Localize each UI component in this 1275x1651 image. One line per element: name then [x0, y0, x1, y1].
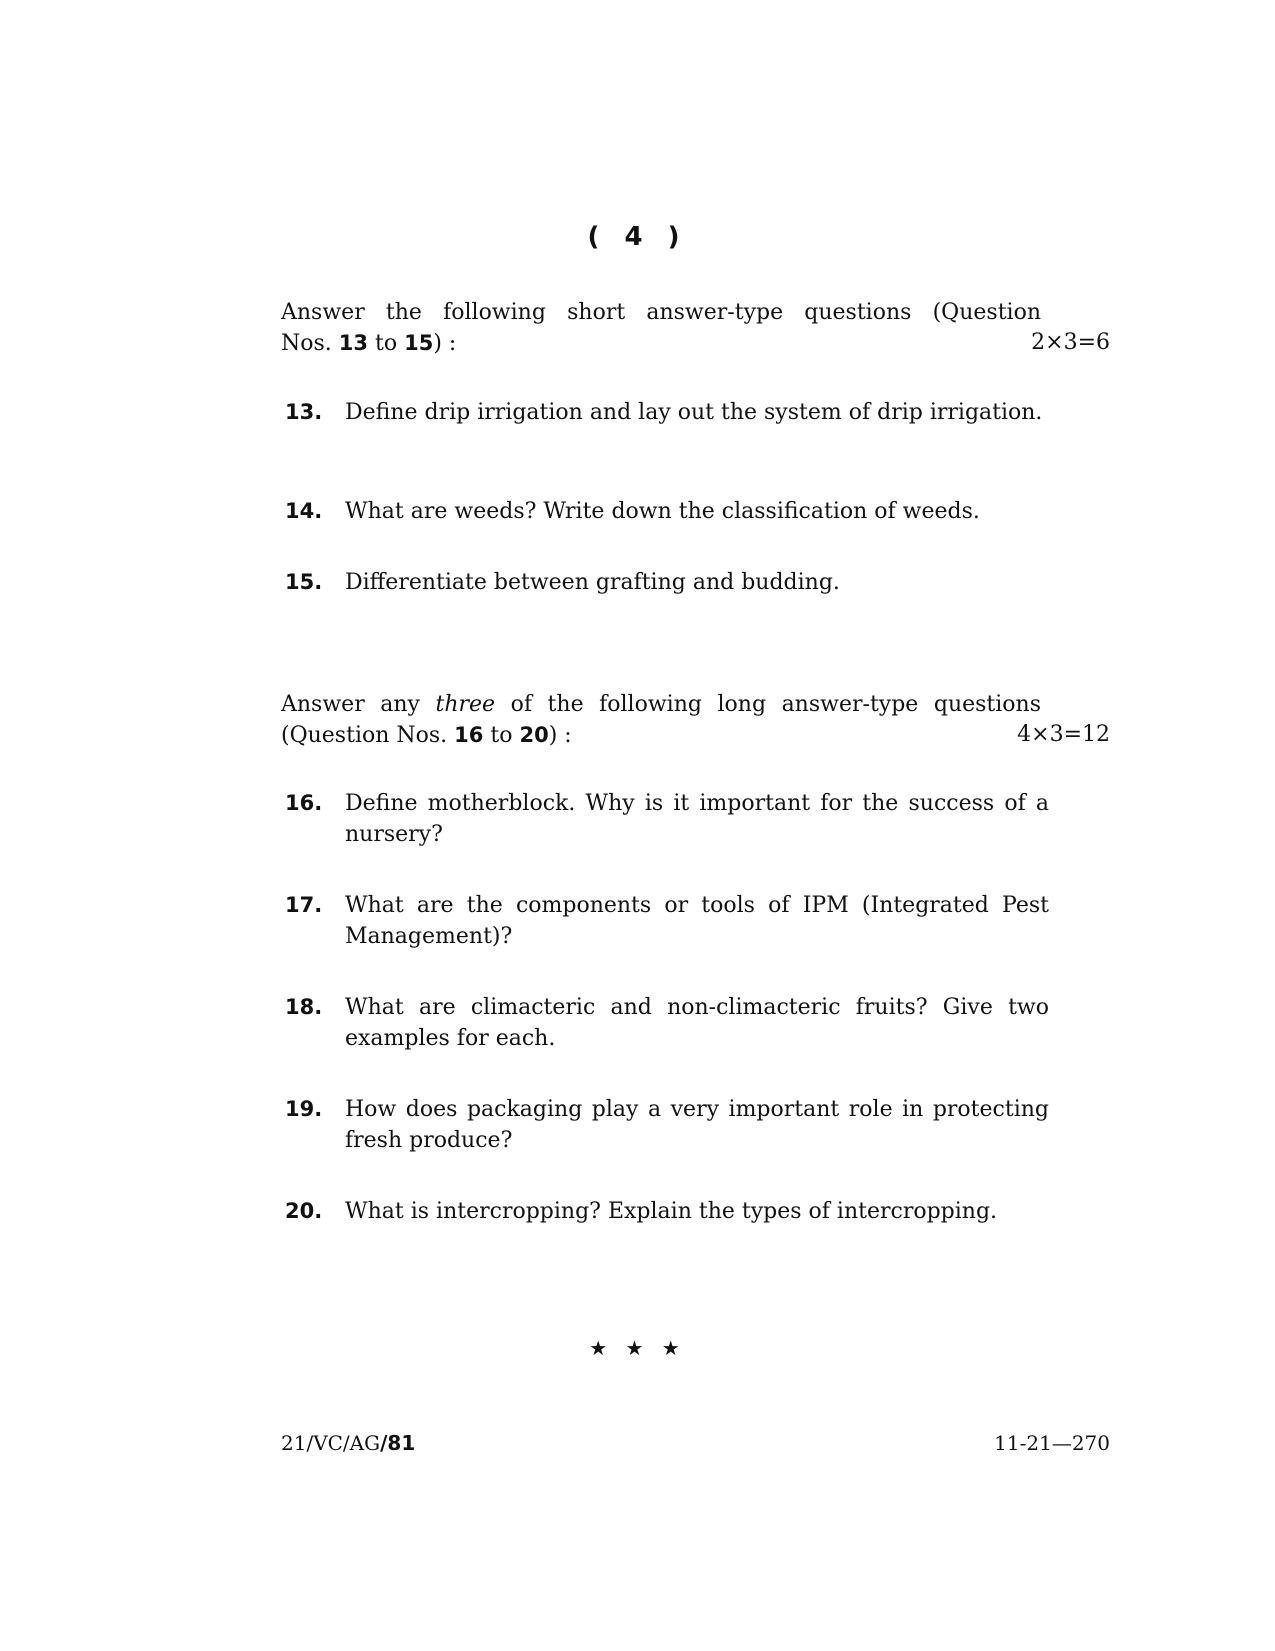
question-18 — [281, 992, 1049, 1054]
long-instruction-post: of the following long answer-type questions — [495, 692, 1041, 717]
question-20 — [281, 1196, 1049, 1227]
page-number: ( 4 ) — [587, 222, 688, 252]
long-instruction-pre: Answer any — [281, 692, 436, 717]
short-range-from: 13 — [338, 331, 369, 355]
question-text: What are weeds? Write down the classification of weeds. — [345, 499, 980, 524]
question-number: 18. — [285, 995, 323, 1019]
paper-code — [281, 1431, 415, 1455]
short-range-to: 15 — [404, 331, 434, 355]
page-footer — [281, 1431, 1110, 1455]
question-number: 13. — [285, 400, 323, 424]
question-text: What is intercropping? Explain the types of intercropping. — [345, 1199, 998, 1224]
question-text: Define motherblock. Why is it important for the success of a nursery? — [345, 791, 1049, 847]
long-instruction-line2 — [281, 720, 1110, 751]
short-instruction-line1: Answer the following short answer-type questions (Question — [281, 300, 1041, 325]
question-number: 17. — [285, 893, 323, 917]
long-instruction-line1 — [281, 690, 1041, 720]
question-14 — [281, 496, 1049, 527]
question-13 — [281, 397, 1049, 428]
short-answer-instruction — [281, 298, 1110, 359]
long-range-from: 16 — [454, 723, 484, 747]
question-text: How does packaging play a very important role in protecting fresh produce? — [345, 1097, 1049, 1153]
question-16 — [281, 788, 1049, 850]
question-number: 14. — [285, 499, 323, 523]
end-of-paper-stars: ★ ★ ★ — [589, 1336, 686, 1360]
question-text: What are the components or tools of IPM (Integrated Pest Management)? — [345, 893, 1049, 949]
question-text: What are climacteric and non-climacteric fruits? Give two examples for each. — [345, 995, 1049, 1051]
long-question-range — [281, 720, 572, 751]
short-range-suffix: ) : — [433, 331, 457, 356]
paper-code-number: /81 — [380, 1431, 416, 1455]
paper-code-prefix: 21/VC/AG — [281, 1431, 381, 1455]
question-number: 20. — [285, 1199, 323, 1223]
question-15 — [281, 567, 1049, 598]
question-19 — [281, 1094, 1049, 1156]
long-instruction-emph: three — [435, 692, 496, 717]
short-instruction-line2 — [281, 328, 1110, 359]
question-text: Define drip irrigation and lay out the system of drip irrigation. — [345, 400, 1043, 425]
long-range-to: 20 — [519, 723, 549, 747]
short-range-to-word: to — [368, 331, 405, 356]
short-range-prefix: Nos. — [281, 331, 339, 356]
long-range-prefix: (Question Nos. — [281, 723, 455, 748]
question-number: 19. — [285, 1097, 323, 1121]
question-number: 15. — [285, 570, 323, 594]
long-marks: 4×3=12 — [1017, 722, 1110, 747]
long-answer-instruction — [281, 690, 1110, 751]
long-range-suffix: ) : — [548, 723, 572, 748]
print-code: 11-21—270 — [994, 1431, 1110, 1455]
short-marks: 2×3=6 — [1031, 330, 1110, 355]
short-question-range — [281, 328, 456, 359]
long-range-to-word: to — [483, 723, 520, 748]
question-17 — [281, 890, 1049, 952]
question-text: Differentiate between grafting and budding. — [345, 570, 840, 595]
question-number: 16. — [285, 791, 323, 815]
